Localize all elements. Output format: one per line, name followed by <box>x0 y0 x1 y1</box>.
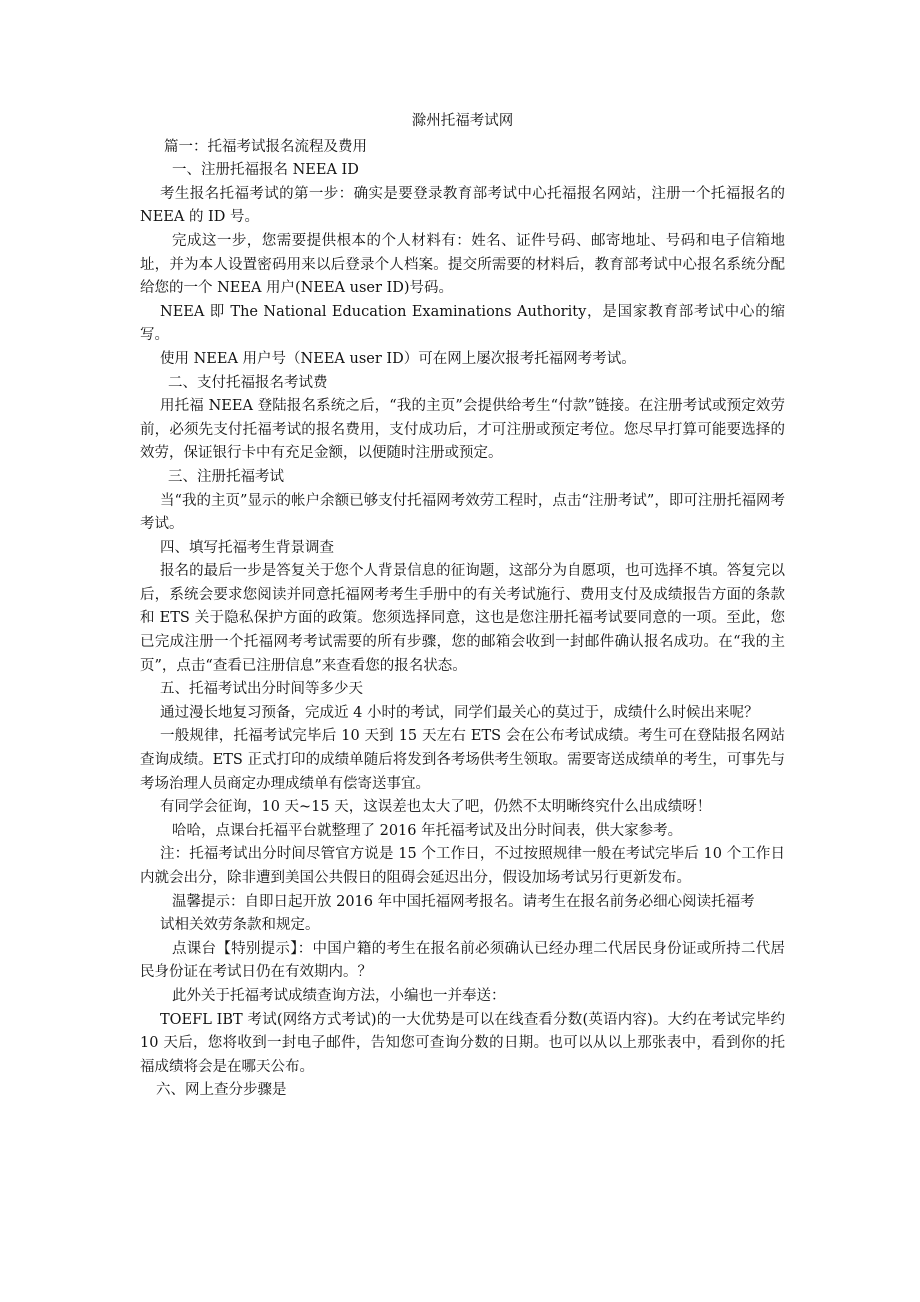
paragraph: 试相关效劳条款和规定。 <box>160 917 320 934</box>
paragraph: 当“我的主页”显示的帐户余额已够支付托福网考效劳工程时，点击“注册考试”，即可注册托福网考考试。 <box>140 492 785 533</box>
section-heading: 篇一：托福考试报名流程及费用 <box>164 138 367 155</box>
paragraph: 报名的最后一步是答复关于您个人背景信息的征询题，这部分为自愿项，也可选择不填。答复完以后，系统会要求您阅读并同意托福网考考生手册中的有关考试施行、费用支付及成绩报告方面的条款和 ETS 关于隐私保护方面的政策。您须选择同意，这也是您注册托福考试要同意的一项。至此，您已完成注册一个托福网考考试需要的所有步骤，您的邮箱会收到一封邮件确认报名成功。在“我的主页”，点击“查看已注册信息”来查看您的报名状态。 <box>140 563 785 674</box>
sub-heading: 三、注册托福考试 <box>168 468 284 485</box>
paragraph: 考生报名托福考试的第一步：确实是要登录教育部考试中心托福报名网站，注册一个托福报名的 NEEA 的 ID 号。 <box>140 185 785 226</box>
paragraph: 有同学会征询，10 天~15 天，这误差也太大了吧，仍然不太明晰终究什么出成绩呀！ <box>160 799 712 816</box>
paragraph: NEEA 即 The National Education Examinations Authority，是国家教育部考试中心的缩写。 <box>140 303 785 344</box>
sub-heading: 六、网上查分步骤是 <box>156 1082 287 1099</box>
document-page <box>140 110 785 1103</box>
document-title: 滁州托福考试网 <box>411 113 514 129</box>
paragraph: 用托福 NEEA 登陆报名系统之后，“我的主页”会提供给考生“付款”链接。在注册考试或预定效劳前，必须先支付托福考试的报名费用，支付成功后，才可注册或预定考位。您尽早打算可能要选择的效劳，保证银行卡中有充足金额，以便随时注册或预定。 <box>140 398 785 462</box>
sub-heading: 一、注册托福报名 NEEA ID <box>172 162 359 179</box>
paragraph: 一般规律，托福考试完毕后 10 天到 15 天左右 ETS 会在公布考试成绩。考生可在登陆报名网站查询成绩。ETS 正式打印的成绩单随后将发到各考场供考生领取。需要寄送成绩单的考生，可事先与考场治理人员商定办理成绩单有偿寄送事宜。 <box>140 728 785 792</box>
paragraph: TOEFL IBT 考试(网络方式考试)的一大优势是可以在线查看分数(英语内容)。大约在考试完毕约 10 天后，您将收到一封电子邮件，告知您可查询分数的日期。也可以从以上那张表中，看到你的托福成绩将会是在哪天公布。 <box>140 1011 785 1075</box>
paragraph: 完成这一步，您需要提供根本的个人材料有：姓名、证件号码、邮寄地址、号码和电子信箱地址，并为本人设置密码用来以后登录个人档案。提交所需要的材料后，教育部考试中心报名系统分配给您的一个 NEEA 用户(NEEA user ID)号码。 <box>140 232 785 297</box>
paragraph: 注：托福考试出分时间尽管官方说是 15 个工作日，不过按照规律一般在考试完毕后 10 个工作日内就会出分，除非遭到美国公共假日的阻碍会延迟出分，假设加场考试另行更新发布。 <box>140 846 785 886</box>
paragraph: 点课台【特别提示】：中国户籍的考生在报名前必须确认已经办理二代居民身份证或所持二代居民身份证在考试日仍在有效期内。？ <box>140 940 785 981</box>
sub-heading: 四、填写托福考生背景调查 <box>160 539 334 556</box>
paragraph: 通过漫长地复习预备，完成近 4 小时的考试，同学们最关心的莫过于，成绩什么时候出来呢？ <box>160 704 759 721</box>
paragraph: 哈哈，点课台托福平台就整理了 2016 年托福考试及出分时间表，供大家参考。 <box>172 822 683 839</box>
sub-heading: 二、支付托福报名考试费 <box>168 374 328 391</box>
paragraph: 使用 NEEA 用户号（NEEA user ID）可在网上屡次报考托福网考考试。 <box>160 350 636 367</box>
paragraph: 温馨提示：自即日起开放 2016 年中国托福网考报名。请考生在报名前务必细心阅读托福考 <box>172 893 755 910</box>
sub-heading: 五、托福考试出分时间等多少天 <box>160 681 363 698</box>
paragraph: 此外关于托福考试成绩查询方法，小编也一并奉送： <box>172 987 506 1004</box>
